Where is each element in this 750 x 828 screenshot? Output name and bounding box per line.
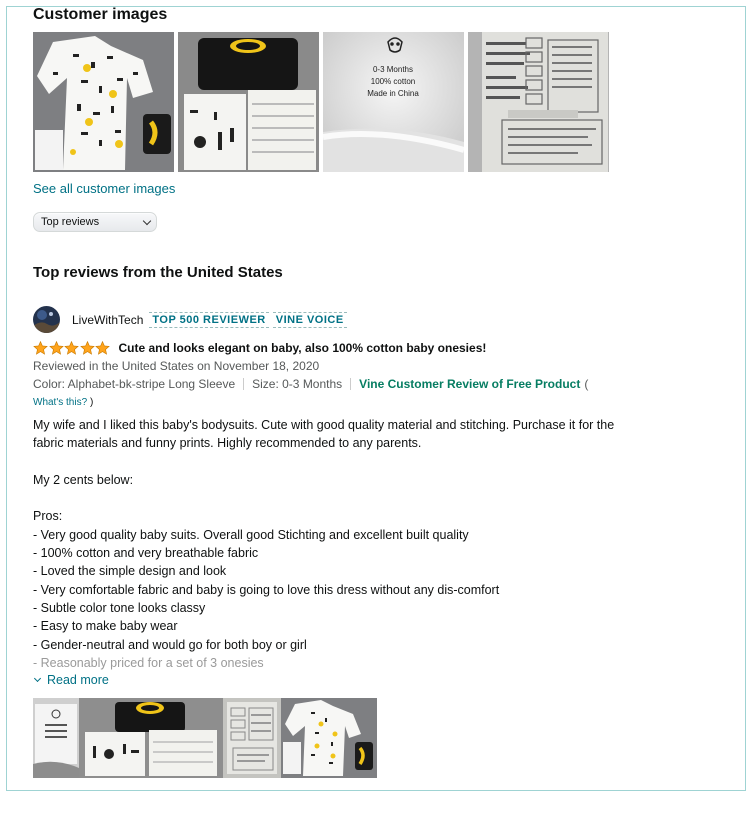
review-images-strip <box>33 698 377 778</box>
review-body-line: - Reasonably priced for a set of 3 onesies <box>33 655 264 670</box>
customer-image-1[interactable] <box>33 32 174 172</box>
review-body-line: - Very comfortable fabric and baby is going to love this dress without any dis-comfort <box>33 582 500 597</box>
review-body-line: My 2 cents below: <box>33 472 134 487</box>
color-variant-link[interactable]: Color: Alphabet-bk-stripe Long Sleeve <box>33 377 236 391</box>
chevron-down-icon <box>143 217 151 225</box>
review-body-line: - Loved the simple design and look <box>33 564 227 579</box>
divider <box>350 378 351 390</box>
label-photo-icon <box>33 698 79 778</box>
sort-reviews-select[interactable] <box>33 212 157 232</box>
review-body-line: - Subtle color tone looks classy <box>33 600 206 615</box>
label-line-2: 100% cotton <box>370 77 416 86</box>
customer-image-2[interactable] <box>178 32 319 172</box>
review-body-line: - Very good quality baby suits. Overall good Stichting and excellent built quality <box>33 527 469 542</box>
review-title[interactable]: Cute and looks elegant on baby, also 100% cotton baby onesies! <box>118 341 487 355</box>
paren-open: ( <box>584 377 589 391</box>
avatar[interactable] <box>33 306 60 333</box>
label-line-1: 0-3 Months <box>372 65 414 74</box>
review-image-2[interactable] <box>79 698 223 778</box>
label-line-3: Made in China <box>367 89 419 98</box>
reviewer-row <box>33 306 351 333</box>
onesies-folded-photo-icon <box>79 698 223 778</box>
review-body-blank-line <box>33 453 673 471</box>
size-tag-photo-icon <box>468 32 609 172</box>
whats-this-row <box>33 397 93 408</box>
customer-image-3[interactable] <box>323 32 464 172</box>
review-body-line: - 100% cotton and very breathable fabric <box>33 546 259 561</box>
review-body-line: Pros: <box>33 509 63 524</box>
review-format-strip <box>33 377 588 391</box>
rating-row <box>33 341 486 355</box>
star-icon <box>80 341 95 355</box>
review-date: Reviewed in the United States on November 18, 2020 <box>33 359 320 373</box>
paren-close: ) <box>89 397 94 408</box>
avatar-photo-icon <box>33 306 60 333</box>
review-body-blank-line <box>33 489 673 507</box>
read-more-label: Read more <box>47 673 109 687</box>
label-close-up-photo-icon <box>323 32 464 172</box>
onesie-alphabet-photo-icon <box>33 32 174 172</box>
top-reviews-title: Top reviews from the United States <box>33 264 283 281</box>
star-icon <box>49 341 64 355</box>
review-image-3[interactable] <box>223 698 281 778</box>
review-body-line: My wife and I liked this baby's bodysuits. Cute with good quality material and stitching. Purchase it for the <box>33 418 615 432</box>
vine-voice-badge[interactable]: VINE VOICE <box>273 312 347 328</box>
star-icon <box>33 341 48 355</box>
review-body-line: fabric materials and funny prints. Highly recommended to any parents. <box>33 436 422 451</box>
star-icon <box>64 341 79 355</box>
star-icon <box>95 341 110 355</box>
review-image-4[interactable] <box>281 698 377 778</box>
onesie-laid-out-photo-icon <box>281 698 377 778</box>
review-body <box>33 416 673 672</box>
star-rating[interactable] <box>33 341 111 355</box>
size-variant-link[interactable]: Size: 0-3 Months <box>252 377 343 391</box>
divider <box>243 378 244 390</box>
review-body-line: - Easy to make baby wear <box>33 619 178 634</box>
sort-selected-value: Top reviews <box>41 216 100 228</box>
vine-review-label: Vine Customer Review of Free Product <box>359 377 581 391</box>
see-all-customer-images-link[interactable]: See all customer images <box>33 181 176 196</box>
read-more-link[interactable] <box>33 673 109 687</box>
customer-images-title: Customer images <box>33 6 168 23</box>
customer-images-strip <box>33 32 609 172</box>
onesies-stack-photo-icon <box>178 32 319 172</box>
whats-this-link[interactable]: What's this? <box>33 397 88 408</box>
review-body-line: - Gender-neutral and would go for both boy or girl <box>33 637 307 652</box>
customer-image-4[interactable] <box>468 32 609 172</box>
review-image-1[interactable] <box>33 698 79 778</box>
reviewer-name[interactable]: LiveWithTech <box>72 312 144 327</box>
size-chart-photo-icon <box>223 698 281 778</box>
chevron-down-icon <box>34 675 41 682</box>
top-500-reviewer-badge[interactable]: TOP 500 REVIEWER <box>149 312 268 328</box>
